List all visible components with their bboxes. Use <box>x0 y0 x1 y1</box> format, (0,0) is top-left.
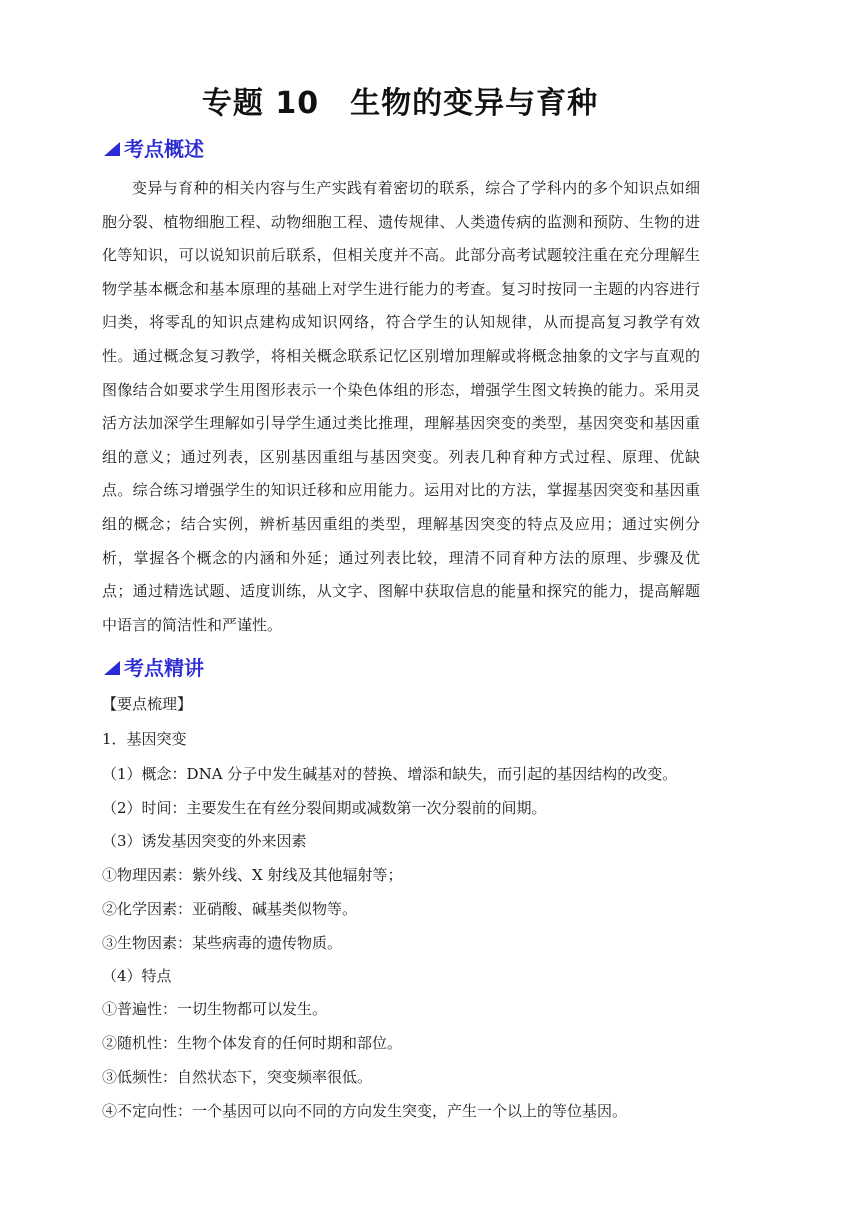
section-heading-label: 考点概述 <box>124 137 204 161</box>
text-line: ①物理因素：紫外线、X 射线及其他辐射等； <box>102 866 403 884</box>
section-heading-label: 考点精讲 <box>124 656 204 680</box>
triangle-marker-icon <box>104 142 120 156</box>
text-line: （1）概念：DNA 分子中发生碱基对的替换、增添和缺失，而引起的基因结构的改变。 <box>102 765 678 783</box>
text-line: （2）时间：主要发生在有丝分裂间期或减数第一次分裂前的间期。 <box>102 799 547 817</box>
text-line: （4）特点 <box>102 967 172 985</box>
text-line: ②随机性：生物个体发育的任何时期和部位。 <box>102 1034 403 1052</box>
text-line: 1．基因突变 <box>102 730 187 748</box>
section-heading-overview <box>104 133 204 162</box>
text-line: ③生物因素：某些病毒的遗传物质。 <box>102 934 343 952</box>
text-line: ④不定向性：一个基因可以向不同的方向发生突变，产生一个以上的等位基因。 <box>102 1102 628 1120</box>
triangle-marker-icon <box>104 661 120 675</box>
text-line: （3）诱发基因突变的外来因素 <box>102 832 307 850</box>
page-title: 专题 10 生物的变异与育种 <box>201 86 599 121</box>
text-line: ②化学因素：亚硝酸、碱基类似物等。 <box>102 900 358 918</box>
text-line: ③低频性：自然状态下，突变频率很低。 <box>102 1068 373 1086</box>
overview-paragraph: 变异与育种的相关内容与生产实践有着密切的联系，综合了学科内的多个知识点如细胞分裂、植物细胞工程、动物细胞工程、遗传规律、人类遗传病的监测和预防、生物的进化等知识，可以说知识前后联系，但相关度并不高。此部分高考试题较注重在充分理解生物学基本概念和基本原理的基础上对学生进行能力的考查。复习时按同一主题的内容进行归类，将零乱的知识点建构成知识网络，符合学生的认知规律，从而提高复习教学有效性。通过概念复习教学，将相关概念联系记忆区别增加理解或将概念抽象的文字与直观的图像结合如要求学生用图形表示一个染色体组的形态，增强学生图文转换的能力。采用灵活方法加深学生理解如引导学生通过类比推理，理解基因突变的类型，基因突变和基因重组的意义；通过列表，区别基因重组与基因突变。列表几种育种方式过程、原理、优缺点。综合练习增强学生的知识迁移和应用能力。运用对比的方法，掌握基因突变和基因重组的概念；结合实例，辨析基因重组的类型，理解基因突变的特点及应用；通过实例分析，掌握各个概念的内涵和外延；通过列表比较，理清不同育种方法的原理、步骤及优点；通过精选试题、适度训练，从文字、图解中获取信息的能量和探究的能力，提高解题中语言的简洁性和严谨性。 <box>102 179 700 634</box>
section-heading-details <box>104 652 204 681</box>
text-line: ①普遍性：一切生物都可以发生。 <box>102 1000 328 1018</box>
text-line: 【要点梳理】 <box>102 695 193 713</box>
